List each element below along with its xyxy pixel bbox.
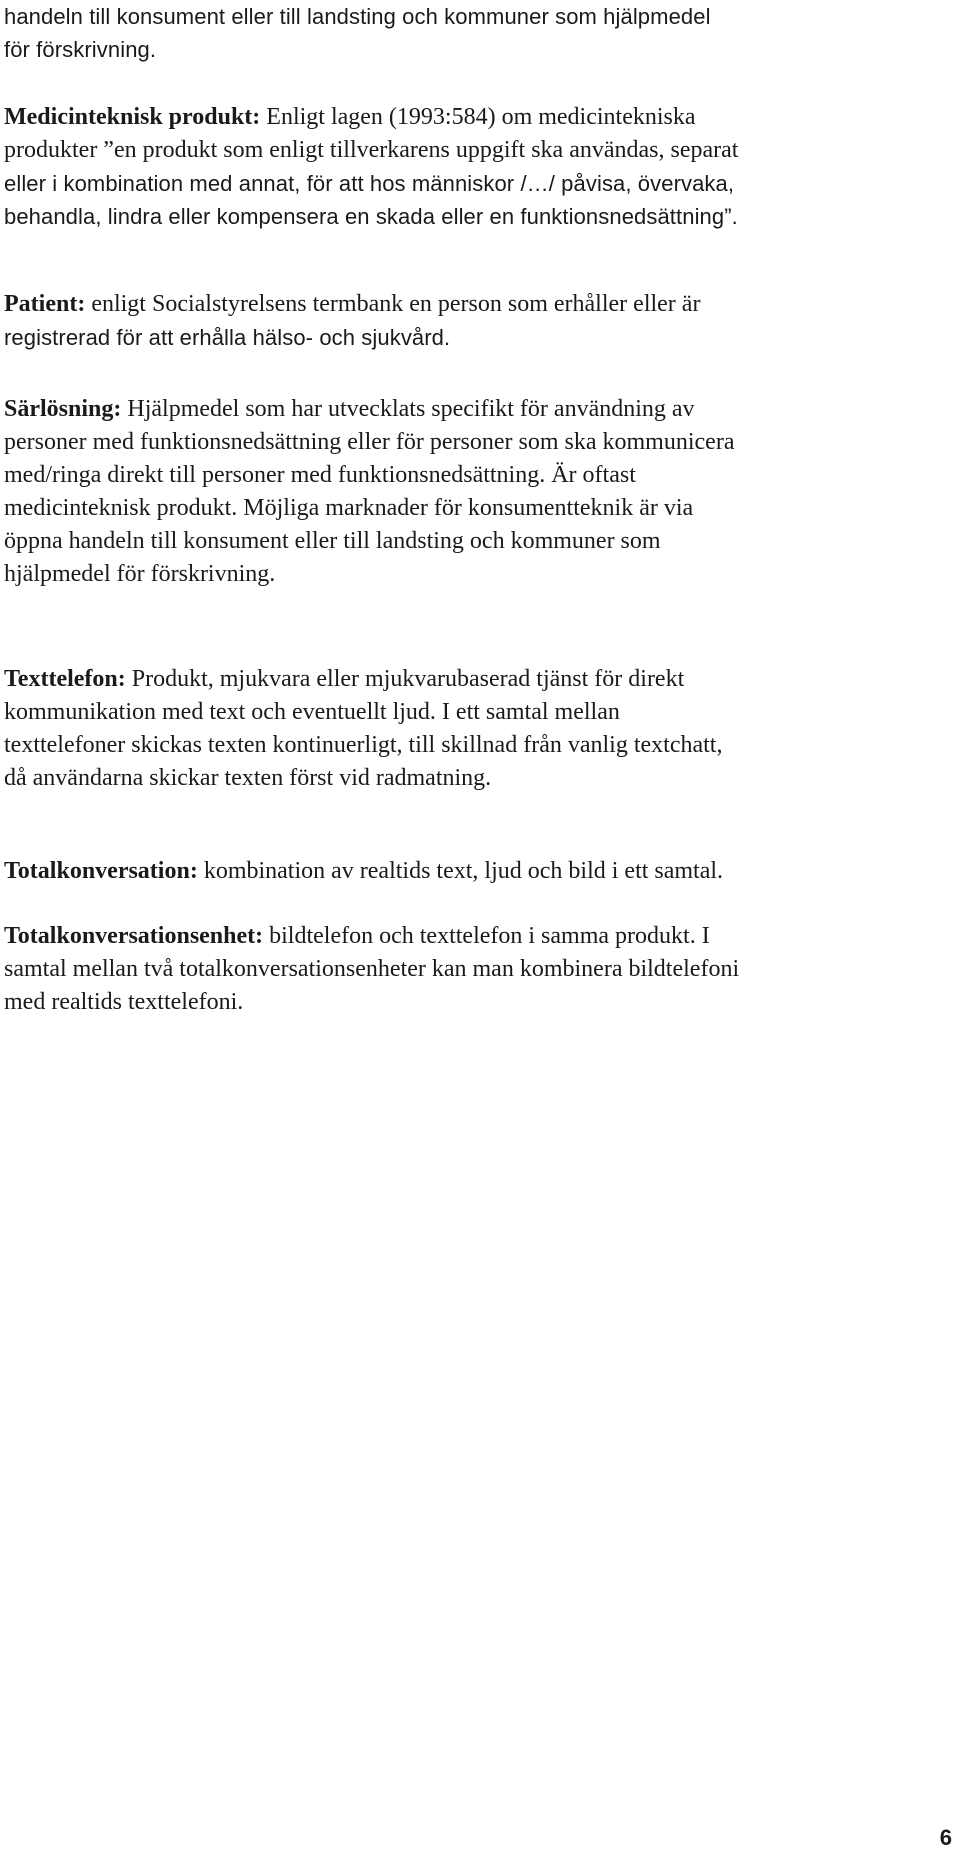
text-line: handeln till konsument eller till landsting och kommuner som hjälpmedel	[4, 4, 711, 29]
text-line	[4, 855, 952, 888]
text-line: texttelefoner skickas texten kontinuerligt, till skillnad från vanlig textchatt,	[4, 732, 723, 758]
text-line	[4, 393, 952, 426]
text-line: då användarna skickar texten först vid radmatning.	[4, 765, 492, 791]
definition-totalkonversationsenhet	[4, 920, 952, 1019]
text-line: samtal mellan två totalkonversationsenheter kan man kombinera bildtelefoni	[4, 956, 740, 982]
text-line: kommunikation med text och eventuellt ljud. I ett samtal mellan	[4, 699, 620, 725]
definition-text: Hjälpmedel som har utvecklats specifikt för användning av	[121, 396, 695, 422]
text-line	[4, 663, 952, 696]
text-line	[4, 288, 952, 321]
definition-text: enligt Socialstyrelsens termbank en person som erhåller eller är	[85, 291, 701, 317]
text-line: öppna handeln till konsument eller till landsting och kommuner som	[4, 528, 661, 554]
text-line: personer med funktionsnedsättning eller för personer som ska kommunicera	[4, 429, 735, 455]
definition-patient	[4, 288, 952, 354]
definition-term: Totalkonversationsenhet:	[4, 923, 264, 949]
definition-totalkonversation	[4, 855, 952, 888]
text-line: behandla, lindra eller kompensera en skada eller en funktionsnedsättning”.	[4, 204, 738, 229]
definition-medicinteknisk-produkt	[4, 101, 952, 233]
definition-sarlosning	[4, 393, 952, 591]
text-line: för förskrivning.	[4, 37, 157, 62]
text-line	[4, 920, 952, 953]
definition-term: Texttelefon:	[4, 666, 126, 692]
definition-term: Totalkonversation:	[4, 858, 198, 884]
text-line: produkter ”en produkt som enligt tillverkarens uppgift ska användas, separat	[4, 137, 739, 163]
definition-term: Särlösning:	[4, 396, 122, 422]
text-line: med realtids texttelefoni.	[4, 989, 244, 1015]
text-line	[4, 101, 952, 134]
text-line: eller i kombination med annat, för att hos människor /…/ påvisa, övervaka,	[4, 171, 735, 196]
paragraph-continuation	[4, 0, 952, 66]
definition-text: kombination av realtids text, ljud och bild i ett samtal.	[197, 858, 724, 884]
text-line: med/ringa direkt till personer med funktionsnedsättning. Är oftast	[4, 462, 636, 488]
definition-text: bildtelefon och texttelefon i samma produkt. I	[263, 923, 710, 949]
page-number: 6	[939, 1825, 952, 1850]
text-line: hjälpmedel för förskrivning.	[4, 561, 276, 587]
text-line: medicinteknisk produkt. Möjliga marknader för konsumentteknik är via	[4, 495, 694, 521]
definition-texttelefon	[4, 663, 952, 795]
definition-text: Enligt lagen (1993:584) om medicintekniska	[260, 104, 696, 130]
definition-term: Medicinteknisk produkt:	[4, 104, 261, 130]
definition-text: Produkt, mjukvara eller mjukvarubaserad tjänst för direkt	[125, 666, 685, 692]
definition-term: Patient:	[4, 291, 86, 317]
text-line: registrerad för att erhålla hälso- och sjukvård.	[4, 325, 451, 350]
